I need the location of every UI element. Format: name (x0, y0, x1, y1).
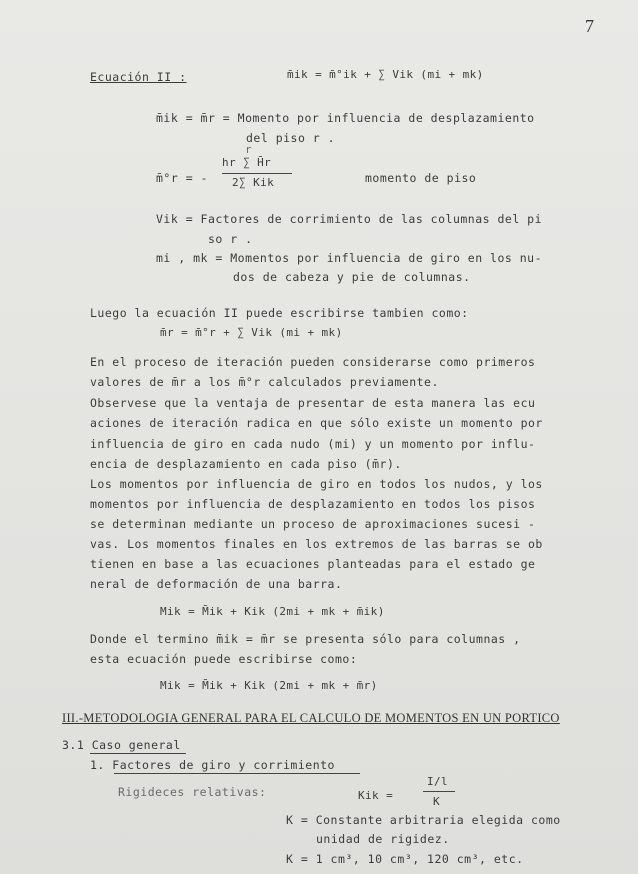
definition-mr0-description: momento de piso (365, 171, 477, 185)
fraction-bar (222, 173, 292, 174)
paragraph1-line5: influencia de giro en cada nudo (mi) y un momento por influ- (90, 437, 536, 451)
item-1-heading: 1. Factores de giro y corrimiento (90, 758, 335, 772)
paragraph1-line1: En el proceso de iteración pueden considerarse como primeros (90, 355, 536, 369)
paragraph1-line6: encia de desplazamiento en cada piso (m̄r). (90, 457, 402, 471)
paragraph1-line11: tienen en base a las ecuaciones planteadas para el estado ge (90, 557, 536, 571)
rigideces-label: Rigideces relativas: (118, 785, 267, 799)
definition-mi-line1: mi , mk = Momentos por influencia de giro en los nu- (156, 251, 543, 265)
paragraph1-line4: aciones de iteración radica en que sólo existe un momento por (90, 416, 543, 430)
definition-mr0-lhs: m̄°r = - (156, 171, 208, 185)
equation-mr: m̄r = m̄°r + ∑ Vik (mi + mk) (160, 326, 343, 339)
definition-mr0-denominator: 2∑ Kik (232, 176, 275, 189)
equation-2-formula: m̄ik = m̄°ik + ∑ Vik (mi + mk) (287, 68, 484, 81)
definition-mik-line2: del piso r . (246, 131, 336, 145)
rigidity-formula-denominator: K (433, 795, 441, 808)
definition-vik-line1: Vik = Factores de corrimiento de las columnas del pi (156, 212, 543, 226)
section-heading: III.-METODOLOGIA GENERAL PARA EL CALCULO DE MOMENTOS EN UN PORTICO (62, 711, 560, 725)
page-number: 7 (585, 16, 594, 36)
paragraph1-line7: Los momentos por influencia de giro en todos los nudos, y los (90, 477, 543, 491)
definition-mr0-numerator: hr ∑ H̄r (222, 156, 272, 169)
text-luego: Luego la ecuación II puede escribirse tambien como: (90, 306, 469, 320)
rigidity-fraction-bar (423, 791, 455, 792)
k-definition-line1: K = Constante arbitraria elegida como (286, 813, 561, 827)
definition-mi-line2: dos de cabeza y pie de columnas. (233, 270, 471, 284)
paragraph2-line2: esta ecuación puede escribirse como: (90, 652, 358, 666)
equation-mik-2: Mik = M̄ik + Kik (2mi + mk + m̄r) (160, 679, 378, 692)
definition-vik-line2: so r . (208, 232, 253, 246)
definition-mik-line1: m̄ik = m̄r = Momento por influencia de desplazamiento (156, 111, 535, 125)
rigidity-formula-lhs: Kik = (358, 789, 394, 802)
paragraph1-line9: se determinan mediante un proceso de aproximaciones sucesi - (90, 517, 536, 531)
rigidity-formula-numerator: I/l (427, 775, 449, 788)
paragraph1-line3: Observese que la ventaja de presentar de esta manera las ecu (90, 396, 536, 410)
item-1-underline (114, 773, 360, 774)
paragraph1-line12: neral de deformación de una barra. (90, 577, 343, 591)
subsection-underline (90, 753, 186, 754)
paragraph1-line10: vas. Los momentos finales en los extremos de las barras se ob (90, 537, 543, 551)
paragraph1-line2: valores de m̄r a los m̄°r calculados previamente. (90, 375, 439, 389)
equation-label: Ecuación II : (90, 70, 187, 84)
paragraph1-line8: momentos por influencia de desplazamiento en todos los pisos (90, 497, 536, 511)
k-definition-line2: unidad de rigidez. (316, 832, 450, 846)
subsection-heading: 3.1 Caso general (62, 738, 181, 752)
paragraph2-line1: Donde el termino m̄ik = m̄r se presenta sólo para columnas , (90, 632, 521, 646)
k-values: K = 1 cm³, 10 cm³, 120 cm³, etc. (286, 852, 524, 866)
equation-mik-1: Mik = M̄ik + Kik (2mi + mk + m̄ik) (160, 605, 385, 618)
sum-upper-limit: r (245, 143, 253, 156)
